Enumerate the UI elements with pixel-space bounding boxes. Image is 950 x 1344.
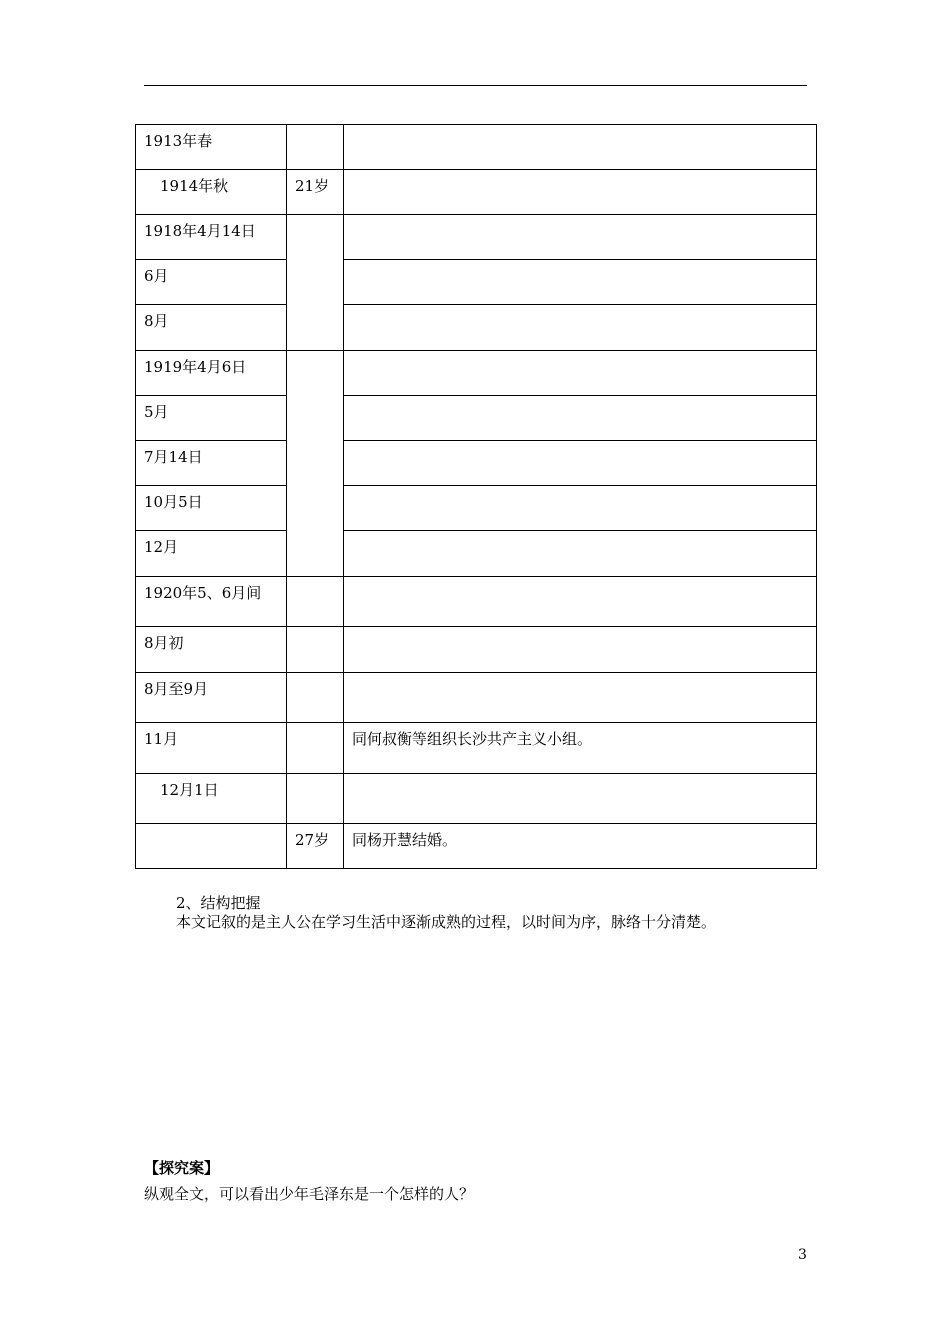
table-row bbox=[136, 396, 817, 441]
event-cell bbox=[344, 125, 817, 170]
structure-section bbox=[176, 894, 716, 932]
table-row bbox=[136, 774, 817, 824]
event-cell: 同何叔衡等组织长沙共产主义小组。 bbox=[344, 723, 817, 774]
event-cell bbox=[344, 577, 817, 627]
date-cell: 11月 bbox=[136, 723, 287, 774]
table-row bbox=[136, 260, 817, 305]
age-cell bbox=[287, 627, 344, 673]
event-cell bbox=[344, 215, 817, 260]
event-cell bbox=[344, 170, 817, 215]
page-number: 3 bbox=[798, 1247, 807, 1263]
explore-question: 纵观全文，可以看出少年毛泽东是一个怎样的人？ bbox=[144, 1185, 475, 1203]
table-row bbox=[136, 170, 817, 215]
event-cell bbox=[344, 673, 817, 723]
date-cell bbox=[136, 824, 287, 869]
table-row bbox=[136, 305, 817, 351]
date-cell: 12月 bbox=[136, 531, 287, 577]
age-cell bbox=[287, 723, 344, 774]
table-row bbox=[136, 486, 817, 531]
table-row bbox=[136, 824, 817, 869]
date-cell: 1919年4月6日 bbox=[136, 351, 287, 396]
event-cell bbox=[344, 396, 817, 441]
age-cell bbox=[287, 351, 344, 577]
event-cell bbox=[344, 774, 817, 824]
event-cell bbox=[344, 486, 817, 531]
event-cell: 同杨开慧结婚。 bbox=[344, 824, 817, 869]
table-row bbox=[136, 627, 817, 673]
event-cell bbox=[344, 627, 817, 673]
table-row bbox=[136, 441, 817, 486]
age-cell bbox=[287, 673, 344, 723]
date-cell: 8月初 bbox=[136, 627, 287, 673]
date-cell: 12月1日 bbox=[136, 774, 287, 824]
age-cell bbox=[287, 215, 344, 351]
date-cell: 5月 bbox=[136, 396, 287, 441]
explore-title: 【探究案】 bbox=[144, 1159, 220, 1177]
date-cell: 1920年5、6月间 bbox=[136, 577, 287, 627]
table-row bbox=[136, 673, 817, 723]
table-row bbox=[136, 351, 817, 396]
date-cell: 1914年秋 bbox=[136, 170, 287, 215]
event-cell bbox=[344, 351, 817, 396]
date-cell: 6月 bbox=[136, 260, 287, 305]
date-cell: 8月至9月 bbox=[136, 673, 287, 723]
header-rule bbox=[144, 85, 807, 86]
date-cell: 1918年4月14日 bbox=[136, 215, 287, 260]
event-cell bbox=[344, 441, 817, 486]
timeline-table bbox=[135, 124, 817, 869]
age-cell: 21岁 bbox=[287, 170, 344, 215]
date-cell: 10月5日 bbox=[136, 486, 287, 531]
age-cell bbox=[287, 125, 344, 170]
event-cell bbox=[344, 260, 817, 305]
structure-text: 本文记叙的是主人公在学习生活中逐渐成熟的过程，以时间为序，脉络十分清楚。 bbox=[176, 913, 717, 931]
date-cell: 8月 bbox=[136, 305, 287, 351]
table-row bbox=[136, 577, 817, 627]
table-row bbox=[136, 531, 817, 577]
structure-heading: 2、结构把握 bbox=[176, 894, 261, 912]
table-row bbox=[136, 215, 817, 260]
age-cell bbox=[287, 577, 344, 627]
date-cell: 1913年春 bbox=[136, 125, 287, 170]
table-row bbox=[136, 125, 817, 170]
date-cell: 7月14日 bbox=[136, 441, 287, 486]
age-cell: 27岁 bbox=[287, 824, 344, 869]
age-cell bbox=[287, 774, 344, 824]
table-row bbox=[136, 723, 817, 774]
event-cell bbox=[344, 531, 817, 577]
event-cell bbox=[344, 305, 817, 351]
